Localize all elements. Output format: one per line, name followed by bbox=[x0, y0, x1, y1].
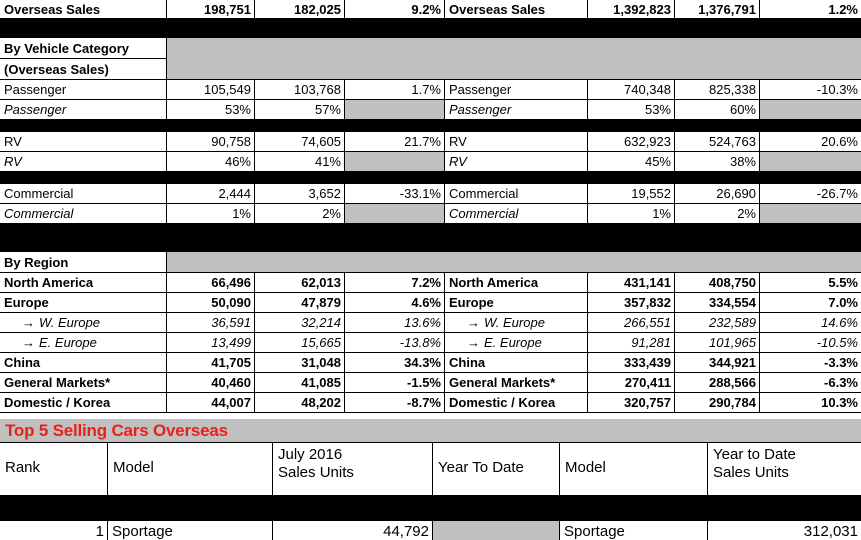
row-china-prior-ytd: 344,921 bbox=[675, 353, 759, 372]
top5-title: Top 5 Selling Cars Overseas bbox=[0, 419, 861, 442]
row-general-markets-prior: 41,085 bbox=[255, 373, 344, 392]
row-europe-prior: 47,879 bbox=[255, 293, 344, 312]
row-passenger-pct-label: Passenger bbox=[0, 100, 166, 119]
row-rv-current: 90,758 bbox=[167, 132, 254, 151]
row-w-europe-label bbox=[0, 313, 166, 332]
row-e-europe-prior-ytd: 101,965 bbox=[675, 333, 759, 352]
section-header-gray-band-vehicle-right bbox=[445, 38, 861, 79]
row-passenger-current-ytd: 740,348 bbox=[588, 80, 674, 99]
row-passenger-pct-prior: 57% bbox=[255, 100, 344, 119]
row-overseas-sales-label: Overseas Sales bbox=[0, 0, 166, 18]
row-rv-pct-change-ytd bbox=[760, 152, 861, 171]
row-rv-pct-prior-ytd: 38% bbox=[675, 152, 759, 171]
section-header-gray-band-vehicle bbox=[167, 38, 445, 79]
row-general-markets-change-ytd: -6.3% bbox=[760, 373, 861, 392]
row-north-america-current-ytd: 431,141 bbox=[588, 273, 674, 292]
arrow-right-icon-2-ytd: → bbox=[467, 335, 480, 350]
row-e-europe-current-ytd: 91,281 bbox=[588, 333, 674, 352]
row-commercial-pct-change bbox=[345, 204, 444, 223]
top5-header-ytd-units-line1: Year to Date bbox=[713, 446, 796, 463]
row-north-america-label-ytd: North America bbox=[445, 273, 587, 292]
top5-header-model-month: Model bbox=[108, 443, 272, 495]
arrow-right-icon: → bbox=[22, 315, 35, 330]
row-e-europe-label-text: E. Europe bbox=[39, 335, 97, 350]
row-rv-pct-change bbox=[345, 152, 444, 171]
row-commercial-pct-prior: 2% bbox=[255, 204, 344, 223]
row-north-america-label: North America bbox=[0, 273, 166, 292]
row-w-europe-change: 13.6% bbox=[345, 313, 444, 332]
row-w-europe-label-text-ytd: W. Europe bbox=[484, 315, 545, 330]
row-domestic-korea-current-ytd: 320,757 bbox=[588, 393, 674, 412]
row-overseas-sales-change: 9.2% bbox=[345, 0, 444, 18]
row-passenger-current: 105,549 bbox=[167, 80, 254, 99]
row-north-america-prior: 62,013 bbox=[255, 273, 344, 292]
row-general-markets-label: General Markets* bbox=[0, 373, 166, 392]
row-rv-change: 21.7% bbox=[345, 132, 444, 151]
row-general-markets-change: -1.5% bbox=[345, 373, 444, 392]
row-north-america-change-ytd: 5.5% bbox=[760, 273, 861, 292]
row-domestic-korea-prior-ytd: 290,784 bbox=[675, 393, 759, 412]
section-header-vehicle-line2: (Overseas Sales) bbox=[0, 59, 166, 79]
row-china-label: China bbox=[0, 353, 166, 372]
row-w-europe-prior-ytd: 232,589 bbox=[675, 313, 759, 332]
row-overseas-sales-prior: 182,025 bbox=[255, 0, 344, 18]
row-general-markets-current: 40,460 bbox=[167, 373, 254, 392]
row-europe-label: Europe bbox=[0, 293, 166, 312]
row-north-america-prior-ytd: 408,750 bbox=[675, 273, 759, 292]
section-header-gray-band-region bbox=[167, 252, 445, 272]
row-north-america-current: 66,496 bbox=[167, 273, 254, 292]
row-europe-prior-ytd: 334,554 bbox=[675, 293, 759, 312]
top5-header-ytd-label: Year To Date bbox=[433, 443, 559, 495]
row-rv-pct-label: RV bbox=[0, 152, 166, 171]
row-overseas-sales-label-ytd: Overseas Sales bbox=[445, 0, 587, 18]
row-commercial-pct-label: Commercial bbox=[0, 204, 166, 223]
row-w-europe-label-text: W. Europe bbox=[39, 315, 100, 330]
row-europe-change: 4.6% bbox=[345, 293, 444, 312]
row-e-europe-change: -13.8% bbox=[345, 333, 444, 352]
row-passenger-prior-ytd: 825,338 bbox=[675, 80, 759, 99]
row-passenger-pct-label-ytd: Passenger bbox=[445, 100, 587, 119]
row-e-europe-prior: 15,665 bbox=[255, 333, 344, 352]
top5-row-rank: 1 bbox=[0, 521, 107, 540]
row-europe-current-ytd: 357,832 bbox=[588, 293, 674, 312]
row-commercial-pct-change-ytd bbox=[760, 204, 861, 223]
top5-row-model-ytd: Sportage bbox=[560, 521, 707, 540]
row-rv-current-ytd: 632,923 bbox=[588, 132, 674, 151]
top5-header-rank: Rank bbox=[0, 443, 107, 495]
row-e-europe-label-ytd bbox=[445, 333, 587, 352]
row-domestic-korea-change-ytd: 10.3% bbox=[760, 393, 861, 412]
row-commercial-change-ytd: -26.7% bbox=[760, 184, 861, 203]
row-china-change: 34.3% bbox=[345, 353, 444, 372]
row-general-markets-current-ytd: 270,411 bbox=[588, 373, 674, 392]
row-commercial-label: Commercial bbox=[0, 184, 166, 203]
row-commercial-pct-current: 1% bbox=[167, 204, 254, 223]
row-w-europe-change-ytd: 14.6% bbox=[760, 313, 861, 332]
row-passenger-pct-prior-ytd: 60% bbox=[675, 100, 759, 119]
row-europe-label-ytd: Europe bbox=[445, 293, 587, 312]
section-header-vehicle-line1: By Vehicle Category bbox=[0, 38, 166, 58]
row-commercial-pct-label-ytd: Commercial bbox=[445, 204, 587, 223]
row-china-change-ytd: -3.3% bbox=[760, 353, 861, 372]
row-europe-change-ytd: 7.0% bbox=[760, 293, 861, 312]
row-w-europe-prior: 32,214 bbox=[255, 313, 344, 332]
row-passenger-change-ytd: -10.3% bbox=[760, 80, 861, 99]
top5-header-month-units-line1: July 2016 bbox=[278, 446, 343, 463]
row-rv-pct-label-ytd: RV bbox=[445, 152, 587, 171]
top5-header-ytd-units bbox=[708, 443, 861, 495]
row-commercial-label-ytd: Commercial bbox=[445, 184, 587, 203]
row-overseas-sales-current: 198,751 bbox=[167, 0, 254, 18]
row-rv-prior: 74,605 bbox=[255, 132, 344, 151]
row-passenger-prior: 103,768 bbox=[255, 80, 344, 99]
row-passenger-label-ytd: Passenger bbox=[445, 80, 587, 99]
row-passenger-pct-change-ytd bbox=[760, 100, 861, 119]
top5-header-month-units-line2: Sales Units bbox=[278, 464, 354, 481]
row-passenger-change: 1.7% bbox=[345, 80, 444, 99]
top5-header-ytd-units-line2: Sales Units bbox=[713, 464, 789, 481]
row-commercial-pct-prior-ytd: 2% bbox=[675, 204, 759, 223]
row-commercial-pct-current-ytd: 1% bbox=[588, 204, 674, 223]
row-passenger-label: Passenger bbox=[0, 80, 166, 99]
arrow-right-icon-ytd: → bbox=[467, 315, 480, 330]
row-rv-label-ytd: RV bbox=[445, 132, 587, 151]
row-rv-prior-ytd: 524,763 bbox=[675, 132, 759, 151]
row-china-prior: 31,048 bbox=[255, 353, 344, 372]
row-china-current-ytd: 333,439 bbox=[588, 353, 674, 372]
top5-header-model-ytd: Model bbox=[560, 443, 707, 495]
row-commercial-prior-ytd: 26,690 bbox=[675, 184, 759, 203]
row-overseas-sales-current-ytd: 1,392,823 bbox=[588, 0, 674, 18]
row-e-europe-label-text-ytd: E. Europe bbox=[484, 335, 542, 350]
row-commercial-prior: 3,652 bbox=[255, 184, 344, 203]
row-rv-pct-prior: 41% bbox=[255, 152, 344, 171]
arrow-right-icon-2: → bbox=[22, 335, 35, 350]
row-passenger-pct-current: 53% bbox=[167, 100, 254, 119]
row-e-europe-change-ytd: -10.5% bbox=[760, 333, 861, 352]
row-w-europe-current-ytd: 266,551 bbox=[588, 313, 674, 332]
row-commercial-current: 2,444 bbox=[167, 184, 254, 203]
section-header-region: By Region bbox=[0, 252, 166, 272]
row-w-europe-current: 36,591 bbox=[167, 313, 254, 332]
row-rv-change-ytd: 20.6% bbox=[760, 132, 861, 151]
row-passenger-pct-change bbox=[345, 100, 444, 119]
top5-row-ytd-units: 312,031 bbox=[708, 521, 861, 540]
top5-header-month-units bbox=[273, 443, 432, 495]
top5-row-model-month: Sportage bbox=[108, 521, 272, 540]
row-domestic-korea-prior: 48,202 bbox=[255, 393, 344, 412]
row-commercial-change: -33.1% bbox=[345, 184, 444, 203]
row-china-current: 41,705 bbox=[167, 353, 254, 372]
row-e-europe-current: 13,499 bbox=[167, 333, 254, 352]
row-commercial-current-ytd: 19,552 bbox=[588, 184, 674, 203]
top5-row-ytd-blank bbox=[433, 521, 559, 540]
row-passenger-pct-current-ytd: 53% bbox=[588, 100, 674, 119]
row-europe-current: 50,090 bbox=[167, 293, 254, 312]
row-china-label-ytd: China bbox=[445, 353, 587, 372]
row-rv-label: RV bbox=[0, 132, 166, 151]
row-rv-pct-current: 46% bbox=[167, 152, 254, 171]
top5-row-month-units: 44,792 bbox=[273, 521, 432, 540]
row-overseas-sales-change-ytd: 1.2% bbox=[760, 0, 861, 18]
row-e-europe-label bbox=[0, 333, 166, 352]
row-domestic-korea-current: 44,007 bbox=[167, 393, 254, 412]
row-overseas-sales-prior-ytd: 1,376,791 bbox=[675, 0, 759, 18]
row-w-europe-label-ytd bbox=[445, 313, 587, 332]
row-north-america-change: 7.2% bbox=[345, 273, 444, 292]
row-domestic-korea-label: Domestic / Korea bbox=[0, 393, 166, 412]
row-general-markets-label-ytd: General Markets* bbox=[445, 373, 587, 392]
section-header-gray-band-region-right bbox=[445, 252, 861, 272]
row-rv-pct-current-ytd: 45% bbox=[588, 152, 674, 171]
row-domestic-korea-change: -8.7% bbox=[345, 393, 444, 412]
row-general-markets-prior-ytd: 288,566 bbox=[675, 373, 759, 392]
row-domestic-korea-label-ytd: Domestic / Korea bbox=[445, 393, 587, 412]
